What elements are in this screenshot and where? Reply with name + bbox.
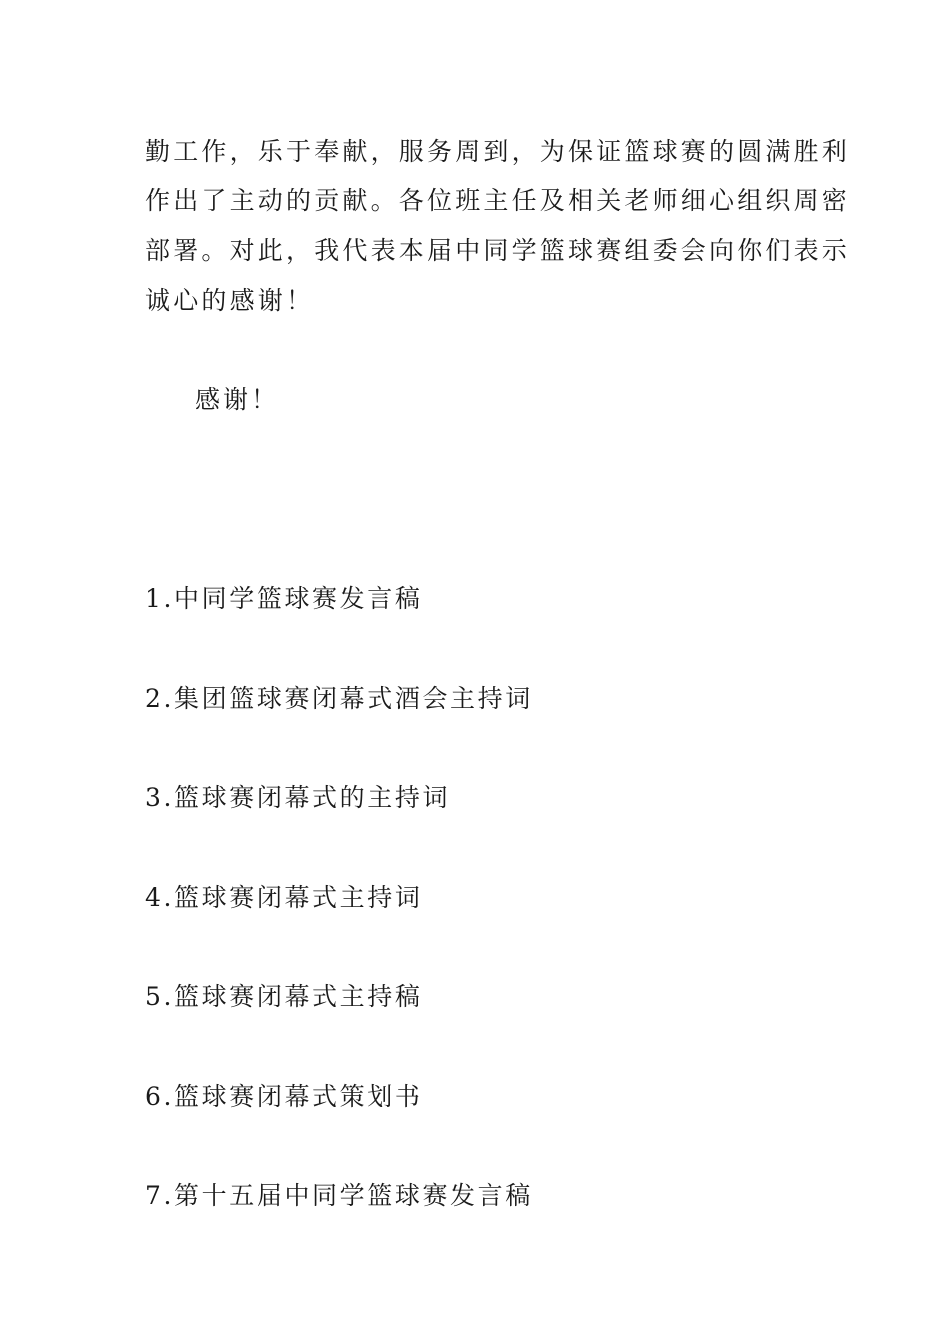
list-item: 5.篮球赛闭幕式主持稿 [145, 982, 423, 1011]
list-item: 2.集团篮球赛闭幕式酒会主持词 [145, 684, 533, 713]
list-item: 6.篮球赛闭幕式策划书 [145, 1082, 423, 1111]
closing-thanks: 感谢！ [195, 385, 280, 414]
list-item: 3.篮球赛闭幕式的主持词 [145, 783, 451, 812]
paragraph-line: 诚心的感谢！ [145, 286, 315, 315]
list-item: 4.篮球赛闭幕式主持词 [145, 883, 423, 912]
paragraph-line: 部署。对此，我代表本届中同学篮球赛组委会向你们表示 [145, 236, 851, 265]
paragraph-line: 勤工作，乐于奉献，服务周到，为保证篮球赛的圆满胜利 [145, 137, 851, 166]
list-item: 7.第十五届中同学篮球赛发言稿 [145, 1181, 533, 1210]
list-item: 1.中同学篮球赛发言稿 [145, 584, 423, 613]
paragraph-line: 作出了主动的贡献。各位班主任及相关老师细心组织周密 [145, 186, 851, 215]
